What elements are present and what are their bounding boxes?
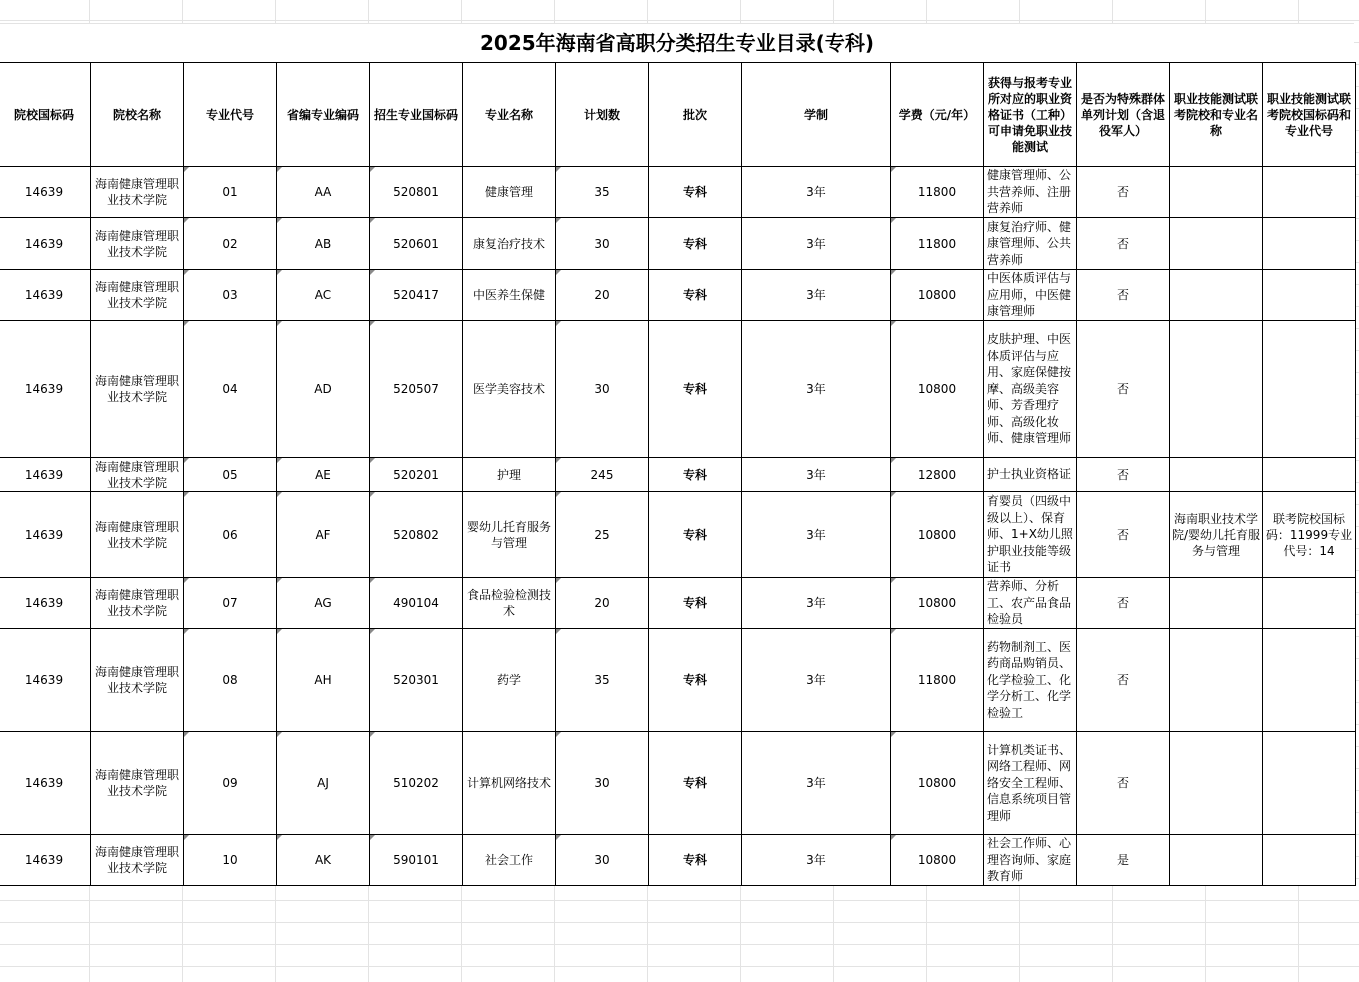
cell-school-name: 海南健康管理职业技术学院 — [91, 629, 184, 732]
cell-joint-code — [1263, 835, 1356, 886]
cell-major-code: 04 — [184, 321, 277, 458]
cell-school-code: 14639 — [0, 218, 91, 270]
cell-duration: 3年 — [742, 578, 891, 629]
cell-school-code: 14639 — [0, 835, 91, 886]
cell-school-code: 14639 — [0, 629, 91, 732]
cell-duration: 3年 — [742, 458, 891, 492]
cell-joint-code — [1263, 458, 1356, 492]
cell-batch: 专科 — [649, 629, 742, 732]
cell-province-code: AK — [277, 835, 370, 886]
cell-school-name: 海南健康管理职业技术学院 — [91, 458, 184, 492]
cell-batch: 专科 — [649, 218, 742, 270]
cell-school-name: 海南健康管理职业技术学院 — [91, 578, 184, 629]
cell-joint-school — [1170, 218, 1263, 270]
cell-duration: 3年 — [742, 321, 891, 458]
certificate-text: 康复治疗师、健康管理师、公共营养师 — [987, 219, 1072, 267]
cell-province-code: AA — [277, 167, 370, 218]
cell-duration: 3年 — [742, 835, 891, 886]
cell-province-code: AJ — [277, 732, 370, 835]
cell-tuition: 11800 — [891, 218, 984, 270]
cell-joint-school — [1170, 167, 1263, 218]
cell-plan: 30 — [556, 732, 649, 835]
cell-school-code: 14639 — [0, 732, 91, 835]
cell-national-code: 520601 — [370, 218, 463, 270]
cell-province-code: AD — [277, 321, 370, 458]
table-row[interactable] — [0, 218, 1356, 270]
cell-major-name: 社会工作 — [463, 835, 556, 886]
cell-duration: 3年 — [742, 270, 891, 321]
certificate-text: 健康管理师、公共营养师、注册营养师 — [987, 168, 1072, 216]
cell-major-name: 食品检验检测技术 — [463, 578, 556, 629]
cell-special: 否 — [1077, 732, 1170, 835]
certificate-text: 计算机类证书、网络工程师、网络安全工程师、信息系统项目管理师 — [987, 742, 1072, 823]
cell-special: 是 — [1077, 835, 1170, 886]
cell-national-code: 520507 — [370, 321, 463, 458]
cell-joint-school: 海南职业技术学院/婴幼儿托育服务与管理 — [1170, 492, 1263, 578]
cell-major-name: 康复治疗技术 — [463, 218, 556, 270]
cell-plan: 30 — [556, 218, 649, 270]
cell-batch: 专科 — [649, 167, 742, 218]
cell-national-code: 590101 — [370, 835, 463, 886]
cell-school-code: 14639 — [0, 458, 91, 492]
cell-province-code: AB — [277, 218, 370, 270]
cell-major-name: 计算机网络技术 — [463, 732, 556, 835]
cell-certificate — [984, 732, 1077, 835]
cell-national-code: 520801 — [370, 167, 463, 218]
cell-school-code: 14639 — [0, 270, 91, 321]
header-school-code: 院校国标码 — [0, 63, 91, 167]
cell-certificate — [984, 270, 1077, 321]
cell-special: 否 — [1077, 167, 1170, 218]
header-row — [0, 63, 1356, 167]
cell-school-name: 海南健康管理职业技术学院 — [91, 732, 184, 835]
cell-major-code: 10 — [184, 835, 277, 886]
cell-school-name: 海南健康管理职业技术学院 — [91, 321, 184, 458]
cell-batch: 专科 — [649, 458, 742, 492]
cell-plan: 30 — [556, 321, 649, 458]
cell-plan: 30 — [556, 835, 649, 886]
cell-special: 否 — [1077, 492, 1170, 578]
header-major-name: 专业名称 — [463, 63, 556, 167]
cell-joint-code — [1263, 629, 1356, 732]
cell-school-name: 海南健康管理职业技术学院 — [91, 218, 184, 270]
cell-major-name: 护理 — [463, 458, 556, 492]
cell-major-name: 健康管理 — [463, 167, 556, 218]
cell-school-name: 海南健康管理职业技术学院 — [91, 835, 184, 886]
cell-tuition: 12800 — [891, 458, 984, 492]
cell-national-code: 490104 — [370, 578, 463, 629]
table-row[interactable] — [0, 167, 1356, 218]
cell-joint-school — [1170, 732, 1263, 835]
cell-duration: 3年 — [742, 167, 891, 218]
cell-plan: 245 — [556, 458, 649, 492]
cell-major-code: 02 — [184, 218, 277, 270]
cell-plan: 20 — [556, 270, 649, 321]
cell-school-name: 海南健康管理职业技术学院 — [91, 270, 184, 321]
cell-special: 否 — [1077, 218, 1170, 270]
header-plan: 计划数 — [556, 63, 649, 167]
cell-batch: 专科 — [649, 270, 742, 321]
cell-batch: 专科 — [649, 321, 742, 458]
header-certificate: 获得与报考专业所对应的职业资格证书（工种）可申请免职业技能测试 — [984, 63, 1077, 167]
cell-certificate — [984, 167, 1077, 218]
cell-batch: 专科 — [649, 578, 742, 629]
cell-tuition: 10800 — [891, 270, 984, 321]
cell-joint-code — [1263, 732, 1356, 835]
certificate-text: 药物制剂工、医药商品购销员、化学检验工、化学分析工、化学检验工 — [987, 639, 1072, 720]
cell-national-code: 520802 — [370, 492, 463, 578]
header-batch: 批次 — [649, 63, 742, 167]
cell-province-code: AE — [277, 458, 370, 492]
header-school-name: 院校名称 — [91, 63, 184, 167]
cell-batch: 专科 — [649, 835, 742, 886]
cell-special: 否 — [1077, 270, 1170, 321]
cell-major-code: 09 — [184, 732, 277, 835]
cell-national-code: 510202 — [370, 732, 463, 835]
cell-province-code: AC — [277, 270, 370, 321]
cell-major-name: 中医养生保健 — [463, 270, 556, 321]
cell-joint-code — [1263, 218, 1356, 270]
cell-joint-code — [1263, 167, 1356, 218]
cell-tuition: 11800 — [891, 629, 984, 732]
table-row[interactable] — [0, 492, 1356, 578]
cell-school-code: 14639 — [0, 321, 91, 458]
header-national-code: 招生专业国标码 — [370, 63, 463, 167]
table-row[interactable] — [0, 270, 1356, 321]
cell-special: 否 — [1077, 458, 1170, 492]
cell-school-code: 14639 — [0, 167, 91, 218]
cell-school-name: 海南健康管理职业技术学院 — [91, 492, 184, 578]
cell-joint-school — [1170, 578, 1263, 629]
cell-joint-code — [1263, 321, 1356, 458]
cell-certificate — [984, 629, 1077, 732]
certificate-text: 中医体质评估与应用师，中医健康管理师 — [987, 271, 1072, 319]
header-joint-school: 职业技能测试联考院校和专业名称 — [1170, 63, 1263, 167]
cell-tuition: 10800 — [891, 835, 984, 886]
cell-batch: 专科 — [649, 732, 742, 835]
certificate-text: 护士执业资格证 — [987, 467, 1072, 482]
cell-special: 否 — [1077, 321, 1170, 458]
cell-duration: 3年 — [742, 492, 891, 578]
cell-special: 否 — [1077, 578, 1170, 629]
cell-special: 否 — [1077, 629, 1170, 732]
cell-major-name: 医学美容技术 — [463, 321, 556, 458]
cell-national-code: 520301 — [370, 629, 463, 732]
cell-joint-code — [1263, 270, 1356, 321]
certificate-text: 皮肤护理、中医体质评估与应用、家庭保健按摩、高级美容师、芳香理疗师、高级化妆师、健康管理师 — [987, 332, 1072, 446]
cell-joint-school — [1170, 835, 1263, 886]
cell-joint-school — [1170, 458, 1263, 492]
cell-certificate — [984, 458, 1077, 492]
cell-plan: 25 — [556, 492, 649, 578]
cell-plan: 20 — [556, 578, 649, 629]
cell-certificate — [984, 218, 1077, 270]
page-title: 2025年海南省高职分类招生专业目录(专科) — [480, 31, 874, 55]
header-joint-code: 职业技能测试联考院校国标码和专业代号 — [1263, 63, 1356, 167]
certificate-text: 营养师、分析工、农产品食品检验员 — [987, 579, 1072, 627]
table-row[interactable] — [0, 835, 1356, 886]
cell-school-code: 14639 — [0, 492, 91, 578]
cell-joint-school — [1170, 321, 1263, 458]
certificate-text: 育婴员（四级中级以上）、保育师、1+X幼儿照护职业技能等级证书 — [987, 494, 1073, 575]
cell-certificate — [984, 835, 1077, 886]
table-row[interactable] — [0, 458, 1356, 492]
cell-plan: 35 — [556, 629, 649, 732]
cell-major-code: 08 — [184, 629, 277, 732]
header-province-code: 省编专业编码 — [277, 63, 370, 167]
cell-tuition: 10800 — [891, 321, 984, 458]
cell-certificate — [984, 321, 1077, 458]
cell-school-name: 海南健康管理职业技术学院 — [91, 167, 184, 218]
cell-province-code: AH — [277, 629, 370, 732]
cell-national-code: 520417 — [370, 270, 463, 321]
cell-certificate — [984, 578, 1077, 629]
table-row[interactable] — [0, 321, 1356, 458]
cell-joint-code: 联考院校国标码：11999专业代号：14 — [1263, 492, 1356, 578]
table-row[interactable] — [0, 629, 1356, 732]
cell-duration: 3年 — [742, 218, 891, 270]
cell-major-code: 03 — [184, 270, 277, 321]
cell-major-code: 06 — [184, 492, 277, 578]
cell-major-code: 01 — [184, 167, 277, 218]
cell-joint-school — [1170, 629, 1263, 732]
cell-duration: 3年 — [742, 732, 891, 835]
cell-province-code: AF — [277, 492, 370, 578]
cell-major-code: 07 — [184, 578, 277, 629]
certificate-text: 社会工作师、心理咨询师、家庭教育师 — [987, 836, 1072, 884]
cell-tuition: 10800 — [891, 492, 984, 578]
cell-batch: 专科 — [649, 492, 742, 578]
cell-national-code: 520201 — [370, 458, 463, 492]
header-duration: 学制 — [742, 63, 891, 167]
table-row[interactable] — [0, 732, 1356, 835]
catalog-table — [0, 62, 1356, 886]
header-major-code: 专业代号 — [184, 63, 277, 167]
cell-joint-code — [1263, 578, 1356, 629]
cell-tuition: 11800 — [891, 167, 984, 218]
cell-tuition: 10800 — [891, 578, 984, 629]
cell-province-code: AG — [277, 578, 370, 629]
cell-major-name: 婴幼儿托育服务与管理 — [463, 492, 556, 578]
cell-major-code: 05 — [184, 458, 277, 492]
table-row[interactable] — [0, 578, 1356, 629]
cell-major-name: 药学 — [463, 629, 556, 732]
header-tuition: 学费（元/年） — [891, 63, 984, 167]
header-special: 是否为特殊群体单列计划（含退役军人） — [1077, 63, 1170, 167]
cell-joint-school — [1170, 270, 1263, 321]
cell-duration: 3年 — [742, 629, 891, 732]
cell-plan: 35 — [556, 167, 649, 218]
cell-certificate — [984, 492, 1077, 578]
cell-school-code: 14639 — [0, 578, 91, 629]
cell-tuition: 10800 — [891, 732, 984, 835]
